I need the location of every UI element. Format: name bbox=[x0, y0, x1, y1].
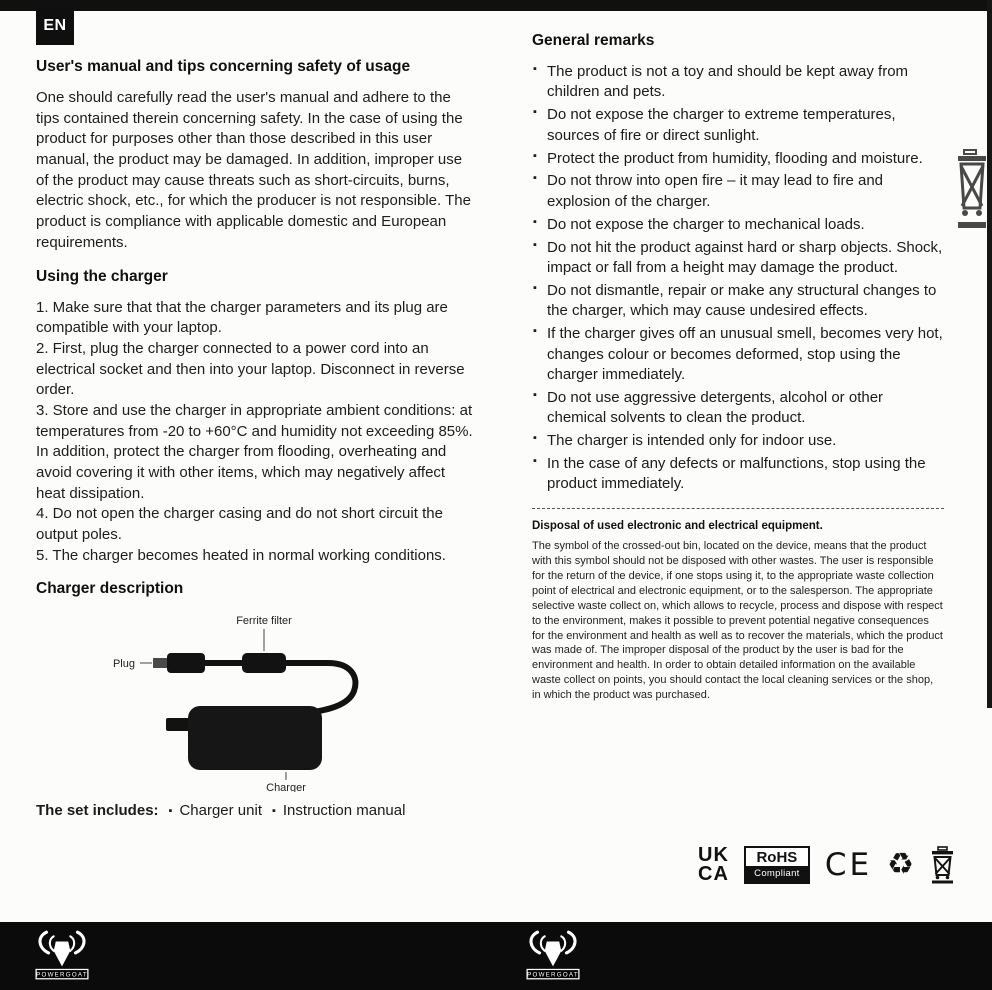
top-edge-bar bbox=[0, 0, 992, 11]
usage-step: 3. Store and use the charger in appropriate ambient conditions: at temperatures from -20 to +60°C and humidity not exceeding 85%. In addition, protect the charger from flooding, overheating and avoid covering it with other items, which may negatively affect heat dissipation. bbox=[36, 401, 473, 502]
left-column bbox=[36, 58, 474, 819]
set-includes-line bbox=[36, 802, 474, 819]
powergoat-logo bbox=[524, 930, 582, 982]
disposal-text: The symbol of the crossed-out bin, located on the device, means that the product with this symbol should not be disposed with other wastes. The user is responsible for the return of the device, if one stops using it, to the appropriate waste collection point of electrical and electronic equipment, or to the salesperson. The appropriate selective waste collect on, which allows to recycle, process and dispose with respect to the environment, makes it possible to prevent potential negative consequences for the environment and health as well as to recover the materials, which the product was made of. The improper disposal of the product by the user is bad for the environment and health. In order to obtain detailed information on the available waste collect on points, you should contact the local cleaning services or the shop, in which the product was purchased. bbox=[532, 539, 943, 702]
goat-head bbox=[545, 942, 562, 967]
usage-step: 2. First, plug the charger connected to a power cord into an electrical socket and then into your laptop. Disconnect in reverse order. bbox=[36, 339, 465, 399]
charger-description-heading: Charger description bbox=[36, 580, 184, 598]
right-column bbox=[532, 32, 944, 703]
remark-item: ▪ The charger is intended only for indoor use. bbox=[532, 431, 944, 451]
usage-step: 4. Do not open the charger casing and do not short circuit the output poles. bbox=[36, 505, 443, 544]
remark-item: ▪ Do not expose the charger to extreme temperatures, sources of fire or direct sunlight. bbox=[532, 105, 944, 146]
remark-item: ▪ Do not dismantle, repair or make any structural changes to the charger, which may cause undesired effects. bbox=[532, 281, 944, 322]
rohs-title: RoHS bbox=[756, 849, 798, 866]
remark-item: ▪ Do not hit the product against hard or sharp objects. Shock, impact or fall from a height may damage the product. bbox=[532, 238, 944, 279]
remark-item: ▪ Do not expose the charger to mechanical loads. bbox=[532, 215, 944, 235]
charger-inlet-stub bbox=[166, 718, 190, 731]
charger-diagram bbox=[36, 610, 474, 792]
remark-item: ▪ Do not throw into open fire – it may lead to fire and explosion of the charger. bbox=[532, 171, 944, 212]
ukca-mark bbox=[698, 846, 729, 884]
rohs-compliant-text: Compliant bbox=[746, 866, 808, 882]
right-edge-bar bbox=[987, 0, 992, 708]
brand-text: POWERGOAT bbox=[527, 971, 579, 979]
language-badge: EN bbox=[36, 7, 74, 45]
charger-label: Charger bbox=[266, 782, 306, 793]
ukca-bottom-text: CA bbox=[698, 863, 729, 885]
set-item: ▪ Charger unit bbox=[159, 802, 262, 819]
ferrite-bead bbox=[242, 653, 286, 673]
goat-head bbox=[54, 942, 71, 967]
footer-bar bbox=[0, 922, 992, 990]
remark-item: ▪ Do not use aggressive detergents, alcohol or other chemical solvents to clean the product. bbox=[532, 388, 944, 429]
charger-brick bbox=[188, 706, 322, 770]
usage-step: 5. The charger becomes heated in normal working conditions. bbox=[36, 546, 446, 564]
ukca-top-text: UK bbox=[698, 844, 729, 866]
intro-paragraph: One should carefully read the user's manual and adhere to the tips contained therein concerning safety. In the case of using the product for purposes other than those described in this user manual, the product may be damaged. In addition, improper use of the product may cause threats such as short-circuits, burns, electric shock, etc., for which the producer is not responsible. The product is compliance with applicable domestic and European requirements. bbox=[36, 89, 471, 251]
recycle-icon: ♻ bbox=[887, 847, 915, 882]
remark-item: ▪ Protect the product from humidity, flooding and moisture. bbox=[532, 149, 944, 169]
plug-body bbox=[167, 653, 205, 673]
safety-title: User's manual and tips concerning safety of usage bbox=[36, 58, 411, 75]
set-item: ▪ Instruction manual bbox=[262, 802, 405, 819]
rohs-mark bbox=[744, 846, 810, 884]
usage-steps bbox=[36, 298, 474, 567]
ce-mark: CE bbox=[824, 847, 873, 883]
plug-tip bbox=[153, 658, 168, 668]
weee-bin-icon bbox=[929, 846, 956, 884]
remark-item: ▪ The product is not a toy and should be kept away from children and pets. bbox=[532, 62, 944, 103]
general-remarks-list bbox=[532, 62, 944, 495]
usage-step: 1. Make sure that that the charger parameters and its plug are compatible with your laptop. bbox=[36, 298, 448, 337]
general-remarks-heading: General remarks bbox=[532, 32, 655, 49]
disposal-heading: Disposal of used electronic and electrical equipment. bbox=[532, 519, 823, 532]
set-includes-label: The set includes: bbox=[36, 802, 159, 820]
using-charger-heading: Using the charger bbox=[36, 267, 168, 285]
certification-marks bbox=[698, 846, 956, 884]
edge-crossed-bin-icon bbox=[954, 148, 990, 234]
brand-text: POWERGOAT bbox=[36, 971, 88, 979]
plug-label: Plug bbox=[112, 658, 135, 671]
powergoat-logo bbox=[33, 930, 91, 982]
remark-item: ▪ In the case of any defects or malfunctions, stop using the product immediately. bbox=[532, 454, 944, 495]
ferrite-filter-label: Ferrite filter bbox=[236, 615, 292, 628]
dashed-divider bbox=[532, 508, 944, 509]
remark-item: ▪ If the charger gives off an unusual smell, becomes very hot, changes colour or becomes deformed, stop using the charger immediately. bbox=[532, 324, 944, 385]
